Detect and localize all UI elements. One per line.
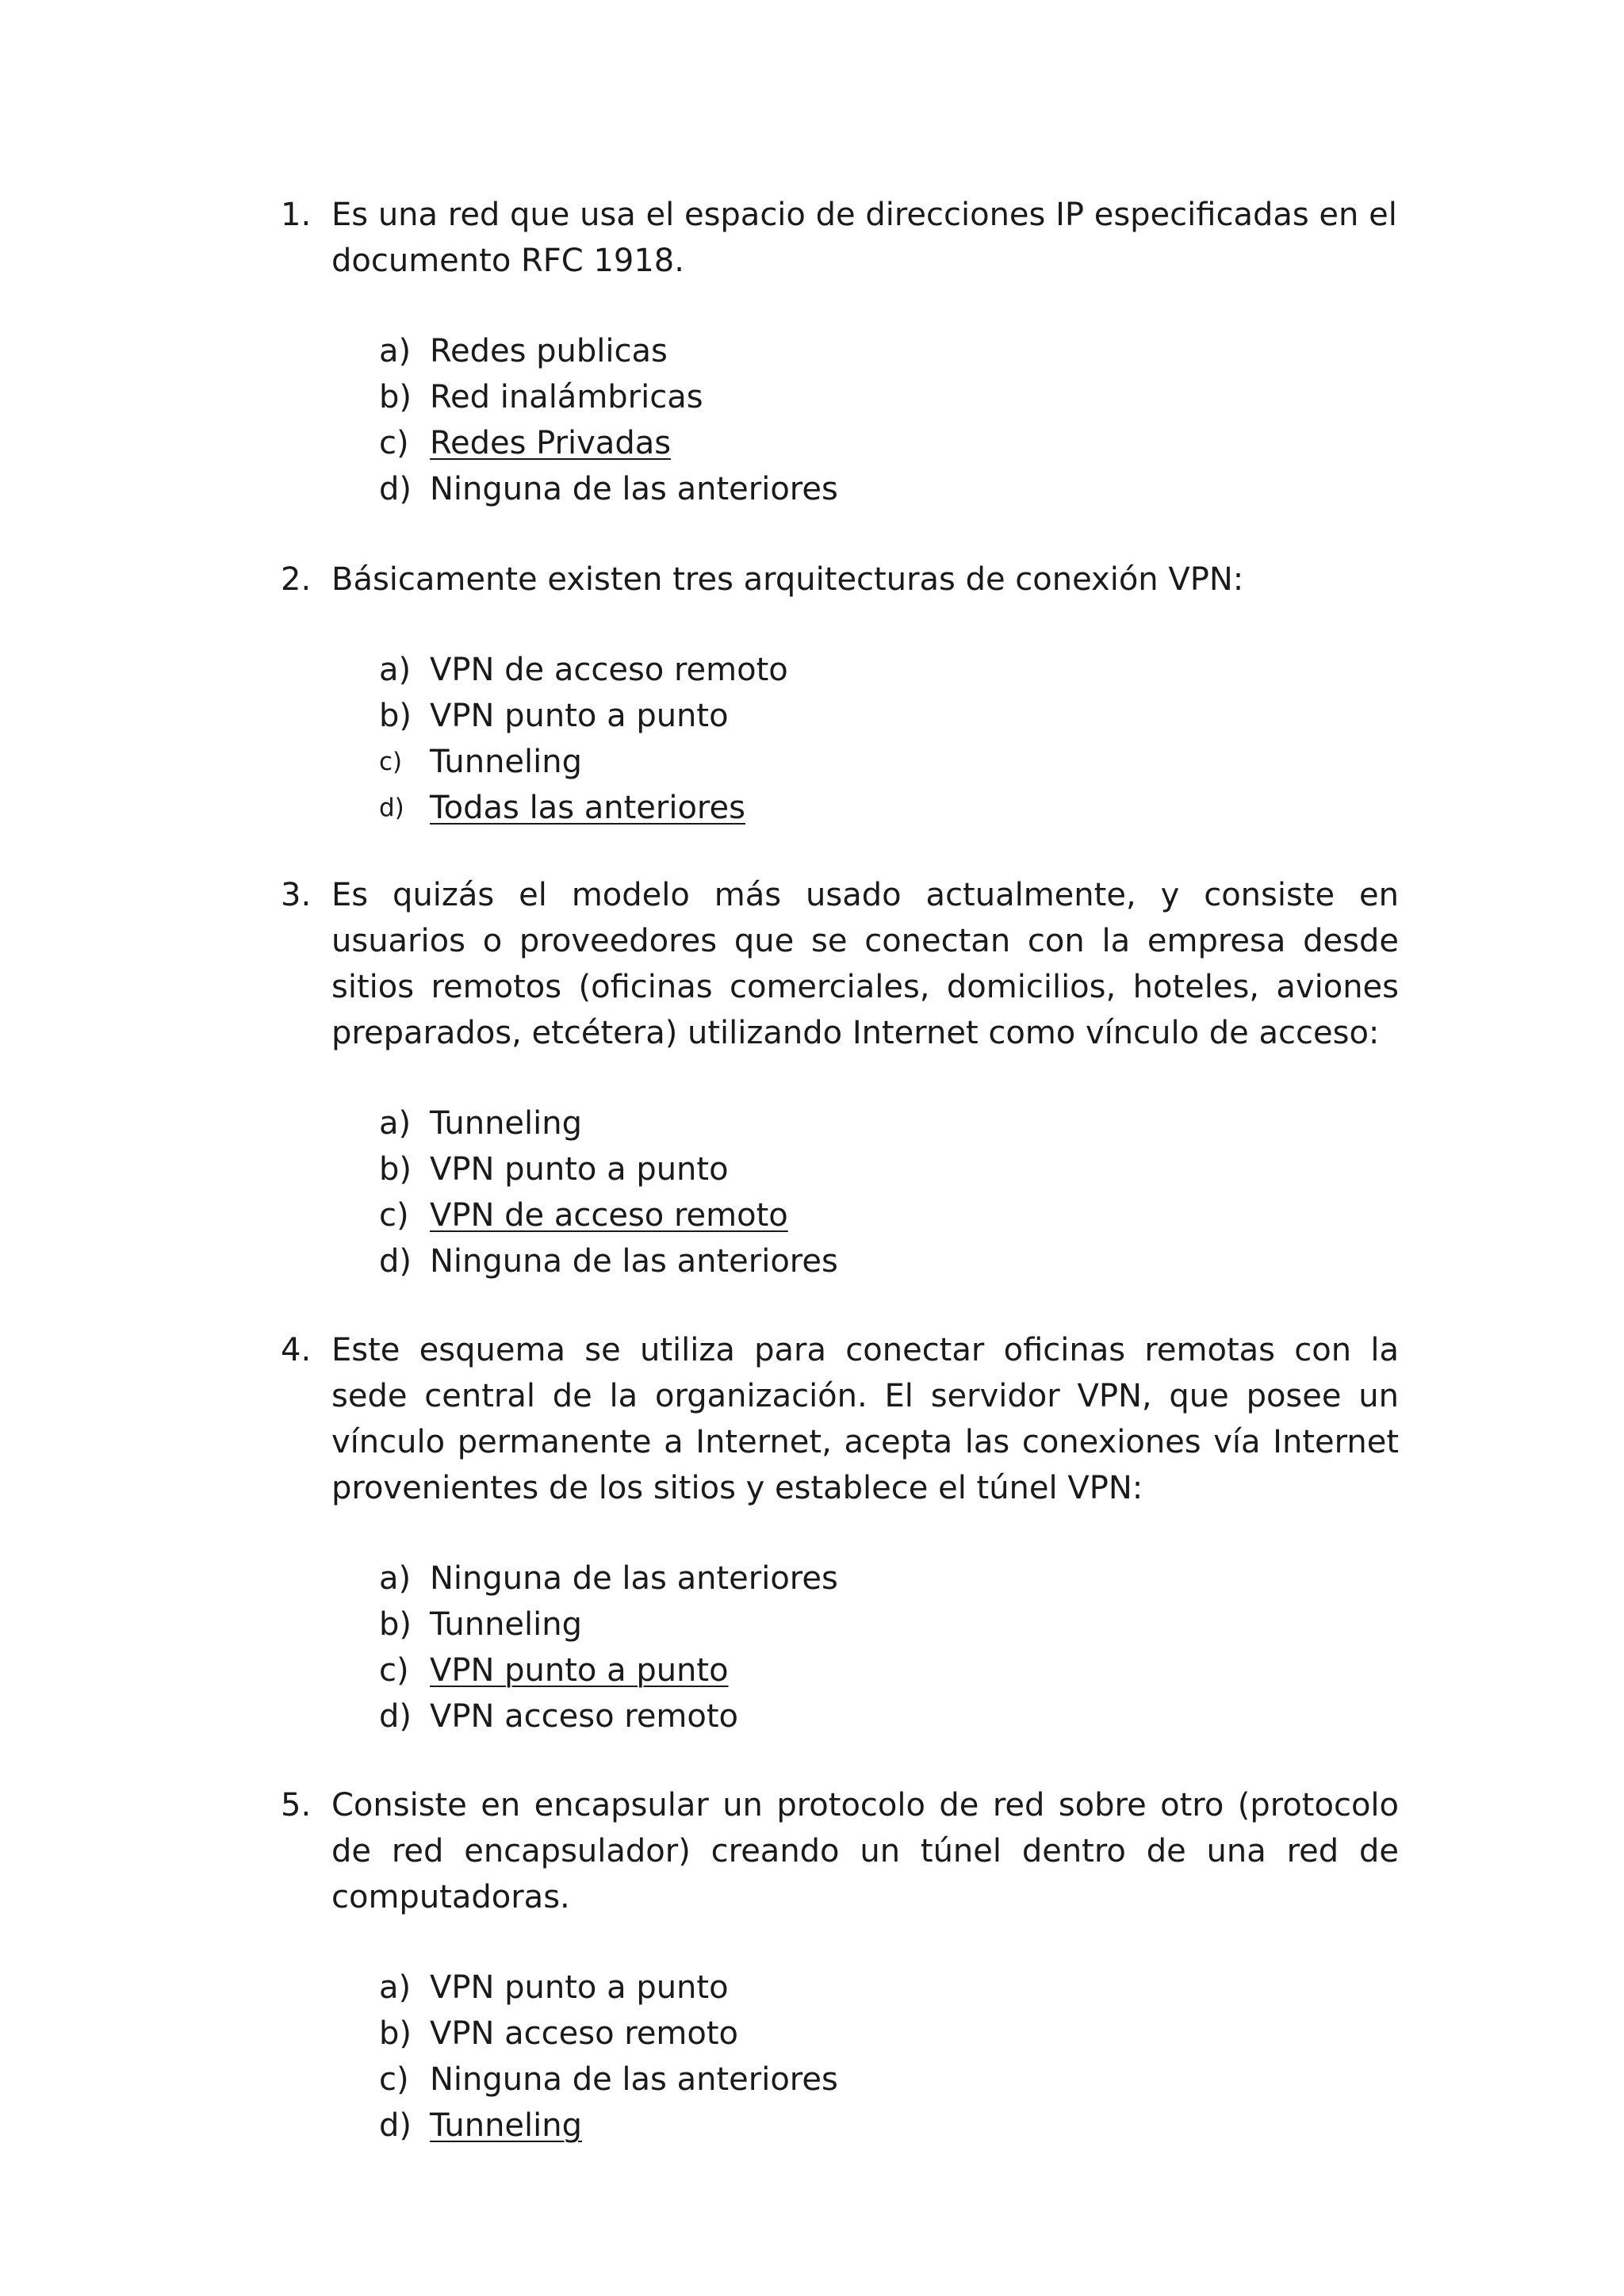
answer-options: [281, 1100, 1399, 1284]
question-2: [281, 557, 1399, 831]
answer-option-d: [379, 466, 1399, 512]
answer-option-a: [379, 647, 1399, 693]
answer-option-d: [379, 785, 1399, 831]
correct-answer-text: VPN de acceso remoto: [430, 1197, 788, 1234]
option-letter: a): [379, 1105, 412, 1142]
option-letter: d): [379, 2107, 412, 2144]
option-text: Tunneling: [430, 1606, 582, 1643]
answer-option-c: [379, 420, 1399, 466]
option-text: Tunneling: [430, 744, 582, 780]
question-text: Este esquema se utiliza para conectar oficinas remotas con la sede central de la organización. El servidor VPN, que posee un vínculo permanente a Internet, acepta las conexiones vía Internet provenientes de los sitios y establece el túnel VPN:: [331, 1332, 1399, 1506]
answer-option-a: [379, 328, 1399, 374]
question-text: Es quizás el modelo más usado actualmente, y consiste en usuarios o proveedores que se conectan con la empresa desde sitios remotos (oficinas comerciales, domicilios, hoteles, aviones preparados, etcétera) utilizando Internet como vínculo de acceso:: [331, 877, 1399, 1051]
answer-option-a: [379, 1100, 1399, 1146]
question-stem: [281, 557, 1399, 603]
option-letter: a): [379, 652, 412, 688]
option-letter: c): [379, 1197, 409, 1234]
answer-option-a: [379, 1965, 1399, 2011]
option-text: Redes publicas: [430, 333, 668, 369]
answer-option-d: [379, 1693, 1399, 1739]
option-letter: c): [379, 425, 409, 461]
question-text: Es una red que usa el espacio de direcciones IP especificadas en el documento RFC 1918.: [331, 197, 1397, 279]
answer-option-b: [379, 1146, 1399, 1192]
question-5: [281, 1782, 1399, 2149]
question-3: [281, 872, 1399, 1284]
option-text: Tunneling: [430, 1105, 582, 1142]
option-text: VPN de acceso remoto: [430, 652, 788, 688]
option-letter: c): [379, 748, 403, 776]
option-letter: a): [379, 333, 412, 369]
option-letter: b): [379, 2015, 412, 2052]
answer-option-c: [379, 1192, 1399, 1238]
answer-option-c: [379, 1647, 1399, 1693]
question-stem: [281, 192, 1399, 284]
option-letter: a): [379, 1560, 412, 1597]
option-letter: a): [379, 1969, 412, 2006]
option-letter: c): [379, 2061, 409, 2098]
question-number: 5.: [281, 1787, 312, 1823]
answer-option-c: [379, 2057, 1399, 2103]
option-text: Ninguna de las anteriores: [430, 1243, 838, 1280]
answer-option-b: [379, 2011, 1399, 2057]
question-text: Consiste en encapsular un protocolo de red sobre otro (protocolo de red encapsulador) creando un túnel dentro de una red de computadoras.: [331, 1787, 1399, 1915]
question-stem: [281, 872, 1399, 1056]
answer-options: [281, 1965, 1399, 2149]
question-4: [281, 1327, 1399, 1739]
option-letter: b): [379, 1606, 412, 1643]
question-number: 4.: [281, 1332, 312, 1368]
option-text: Red inalámbricas: [430, 379, 703, 415]
answer-option-b: [379, 374, 1399, 420]
answer-options: [281, 328, 1399, 512]
answer-option-a: [379, 1556, 1399, 1601]
answer-option-d: [379, 1238, 1399, 1284]
option-letter: d): [379, 1698, 412, 1735]
answer-option-d: [379, 2103, 1399, 2149]
option-letter: d): [379, 1243, 412, 1280]
answer-option-c: [379, 739, 1399, 785]
question-1: [281, 192, 1399, 512]
answer-options: [281, 1556, 1399, 1739]
option-letter: b): [379, 698, 412, 734]
question-number: 2.: [281, 561, 312, 598]
option-letter: c): [379, 1652, 409, 1689]
option-letter: b): [379, 1151, 412, 1188]
answer-options: [281, 647, 1399, 831]
option-text: VPN punto a punto: [430, 698, 729, 734]
answer-option-b: [379, 1601, 1399, 1647]
option-text: VPN punto a punto: [430, 1969, 729, 2006]
question-number: 3.: [281, 877, 312, 913]
answer-option-b: [379, 693, 1399, 739]
option-letter: d): [379, 794, 404, 822]
option-text: VPN punto a punto: [430, 1151, 729, 1188]
option-text: VPN acceso remoto: [430, 2015, 739, 2052]
option-text: Ninguna de las anteriores: [430, 2061, 838, 2098]
correct-answer-text: Todas las anteriores: [430, 790, 745, 826]
question-text: Básicamente existen tres arquitecturas de conexión VPN:: [331, 561, 1244, 598]
question-stem: [281, 1782, 1399, 1920]
option-text: Ninguna de las anteriores: [430, 471, 838, 507]
question-stem: [281, 1327, 1399, 1511]
correct-answer-text: VPN punto a punto: [430, 1652, 729, 1689]
option-letter: d): [379, 471, 412, 507]
question-number: 1.: [281, 197, 312, 233]
correct-answer-text: Redes Privadas: [430, 425, 672, 461]
option-text: Ninguna de las anteriores: [430, 1560, 838, 1597]
option-text: VPN acceso remoto: [430, 1698, 739, 1735]
correct-answer-text: Tunneling: [430, 2107, 582, 2144]
option-letter: b): [379, 379, 412, 415]
